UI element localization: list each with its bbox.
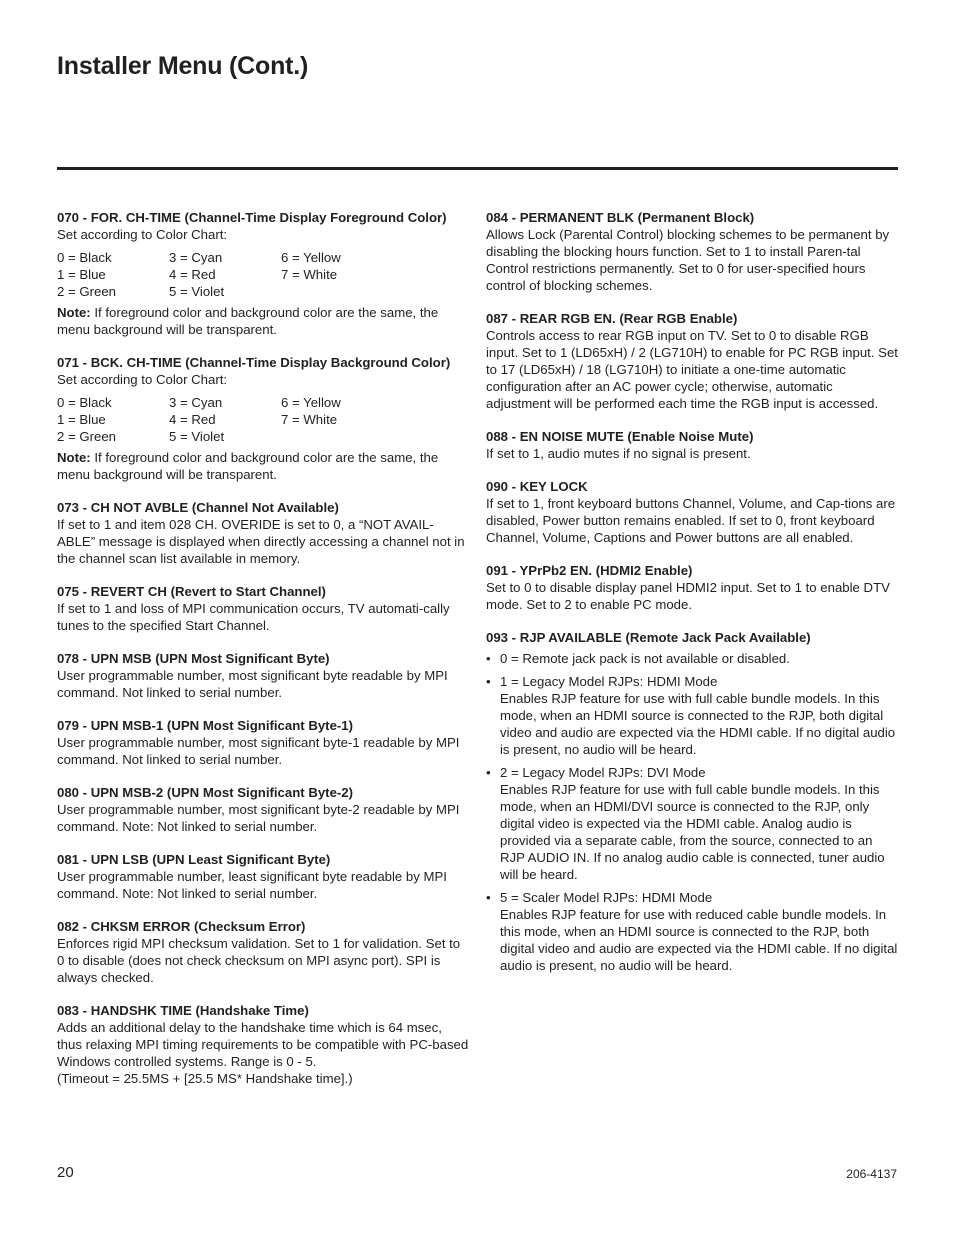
section-body: User programmable number, most significant byte-1 readable by MPI command. Not linked to serial number. [57, 735, 460, 767]
section-093 [486, 629, 900, 974]
rjp-option-list [486, 650, 900, 974]
color-chart-cell: 6 = Yellow [281, 250, 341, 265]
color-chart-cell: 2 = Green [57, 429, 117, 444]
list-item-text: Enables RJP feature for use with reduced cable bundle models. In this mode, when an HDMI source is connected to the RJP, both digital video and audio are expected via the HDMI cable. If no digital audio is present, no audio will be heard. [500, 907, 898, 973]
list-item-text: Enables RJP feature for use with full cable bundle models. In this mode, when an HDMI source is connected to the RJP, both digital video and audio are expected via the HDMI cable. If no digital audio is present, no audio will be heard. [500, 691, 896, 757]
section-body: User programmable number, most significant byte readable by MPI command. Not linked to serial number. [57, 668, 448, 700]
section-071 [57, 354, 469, 483]
color-chart-cell: 7 = White [281, 412, 338, 427]
section-body: If set to 1 and loss of MPI communication occurs, TV automati-cally tunes to the specified Start Channel. [57, 601, 450, 633]
note-text: If foreground color and background color are the same, the menu background will be transparent. [57, 305, 439, 337]
section-heading: 093 - RJP AVAILABLE (Remote Jack Pack Available) [486, 630, 811, 645]
section-087 [486, 310, 900, 412]
section-heading: 075 - REVERT CH (Revert to Start Channel) [57, 584, 326, 599]
left-column [57, 209, 469, 1103]
section-heading: 079 - UPN MSB-1 (UPN Most Significant Byte-1) [57, 718, 354, 733]
note-text: If foreground color and background color are the same, the menu background will be transparent. [57, 450, 439, 482]
section-body: Set to 0 to disable display panel HDMI2 input. Set to 1 to enable DTV mode. Set to 2 to enable PC mode. [486, 580, 890, 612]
title-divider [57, 167, 898, 170]
section-body: If set to 1, audio mutes if no signal is present. [486, 446, 751, 461]
color-chart [57, 394, 469, 445]
color-chart-cell [281, 428, 393, 445]
color-chart-cell: 0 = Black [57, 395, 112, 410]
section-090 [486, 478, 900, 546]
color-chart-cell: 1 = Blue [57, 412, 106, 427]
list-item-title: • 5 = Scaler Model RJPs: HDMI Mode [500, 890, 713, 905]
list-item [486, 889, 900, 974]
section-083 [57, 1002, 469, 1087]
section-heading: 080 - UPN MSB-2 (UPN Most Significant Byte-2) [57, 785, 354, 800]
section-body: Allows Lock (Parental Control) blocking schemes to be permanent by disabling the blocking hours function. Set to 1 to install Paren-tal Control restrictions permanently. Set to 0 for user-specified hours control of blocking schemes. [486, 227, 890, 293]
list-item-text: Enables RJP feature for use with full cable bundle models. In this mode, when an HDMI/DVI source is connected to the RJP, only digital video is expected via the HDMI cable. Analog audio is provided via a separate cable, from the source, connected to an RJP AUDIO IN. If no analog audio cable is connected, tuner audio will be heard. [500, 782, 885, 882]
note-label: Note: [57, 305, 91, 320]
section-heading: 082 - CHKSM ERROR (Checksum Error) [57, 919, 306, 934]
section-091 [486, 562, 900, 613]
section-heading: 083 - HANDSHK TIME (Handshake Time) [57, 1003, 309, 1018]
section-intro: Set according to Color Chart: [57, 227, 228, 242]
section-body: User programmable number, least significant byte readable by MPI command. Note: Not linked to serial number. [57, 869, 447, 901]
section-body: Controls access to rear RGB input on TV. Set to 0 to disable RGB input. Set to 1 (LD65xH) / 2 (LG710H) to enable for PC RGB input. Set to 17 (LD65xH) / 18 (LG710H) to initiate a one-time automatic configuration after an AC power cycle; otherwise, automatic adjustment will be performed each time the RGB input is accessed. [486, 328, 898, 411]
section-heading: 071 - BCK. CH-TIME (Channel-Time Display Background Color) [57, 355, 451, 370]
color-chart-cell: 0 = Black [57, 250, 112, 265]
section-heading: 084 - PERMANENT BLK (Permanent Block) [486, 210, 755, 225]
section-body: User programmable number, most significant byte-2 readable by MPI command. Note: Not linked to serial number. [57, 802, 460, 834]
section-081 [57, 851, 469, 902]
document-number: 206-4137 [846, 1167, 897, 1181]
color-chart-cell: 4 = Red [169, 412, 216, 427]
section-heading: 091 - YPrPb2 EN. (HDMI2 Enable) [486, 563, 693, 578]
section-body: If set to 1 and item 028 CH. OVERIDE is set to 0, a “NOT AVAIL-ABLE” message is displayed when directly accessing a channel not in the channel scan list available in memory. [57, 517, 465, 566]
section-088 [486, 428, 900, 462]
section-073 [57, 499, 469, 567]
section-082 [57, 918, 469, 986]
list-item-title: • 2 = Legacy Model RJPs: DVI Mode [500, 765, 706, 780]
section-intro: Set according to Color Chart: [57, 372, 228, 387]
section-heading: 088 - EN NOISE MUTE (Enable Noise Mute) [486, 429, 754, 444]
list-item [486, 764, 900, 883]
section-078 [57, 650, 469, 701]
section-heading: 078 - UPN MSB (UPN Most Significant Byte) [57, 651, 330, 666]
section-body: Enforces rigid MPI checksum validation. Set to 1 for validation. Set to 0 to disable (does not check checksum on MPI async port). SPI is always checked. [57, 936, 461, 985]
section-heading: 087 - REAR RGB EN. (Rear RGB Enable) [486, 311, 738, 326]
section-080 [57, 784, 469, 835]
color-chart-cell: 6 = Yellow [281, 395, 341, 410]
right-column [486, 209, 900, 990]
section-heading: 090 - KEY LOCK [486, 479, 588, 494]
list-item [486, 673, 900, 758]
section-070 [57, 209, 469, 338]
color-chart-cell: 7 = White [281, 267, 338, 282]
section-heading: 081 - UPN LSB (UPN Least Significant Byte) [57, 852, 331, 867]
list-item [486, 650, 900, 667]
section-084 [486, 209, 900, 294]
section-body-extra: (Timeout = 25.5MS + [25.5 MS* Handshake time].) [57, 1071, 353, 1086]
color-chart-cell: 2 = Green [57, 284, 117, 299]
page-title: Installer Menu (Cont.) [57, 52, 309, 80]
list-item-title: • 1 = Legacy Model RJPs: HDMI Mode [500, 674, 718, 689]
section-body: If set to 1, front keyboard buttons Channel, Volume, and Cap-tions are disabled, Power button remains enabled. If set to 0, front keyboard Channel, Volume, Captions and Power buttons are all enabled. [486, 496, 896, 545]
color-chart-cell: 1 = Blue [57, 267, 106, 282]
color-chart-cell [281, 283, 393, 300]
color-chart-cell: 4 = Red [169, 267, 216, 282]
section-note [57, 449, 469, 483]
section-note [57, 304, 469, 338]
list-item-title: • 0 = Remote jack pack is not available or disabled. [500, 651, 790, 666]
color-chart-cell: 5 = Violet [169, 429, 225, 444]
note-label: Note: [57, 450, 91, 465]
section-075 [57, 583, 469, 634]
section-body: Adds an additional delay to the handshake time which is 64 msec, thus relaxing MPI timing requirements to be compatible with PC-based Windows controlled systems. Range is 0 - 5. [57, 1020, 469, 1069]
color-chart-cell: 3 = Cyan [169, 395, 223, 410]
page-number: 20 [57, 1164, 74, 1181]
section-079 [57, 717, 469, 768]
color-chart-cell: 5 = Violet [169, 284, 225, 299]
section-heading: 070 - FOR. CH-TIME (Channel-Time Display Foreground Color) [57, 210, 447, 225]
color-chart-cell: 3 = Cyan [169, 250, 223, 265]
color-chart [57, 249, 469, 300]
section-heading: 073 - CH NOT AVBLE (Channel Not Available) [57, 500, 339, 515]
